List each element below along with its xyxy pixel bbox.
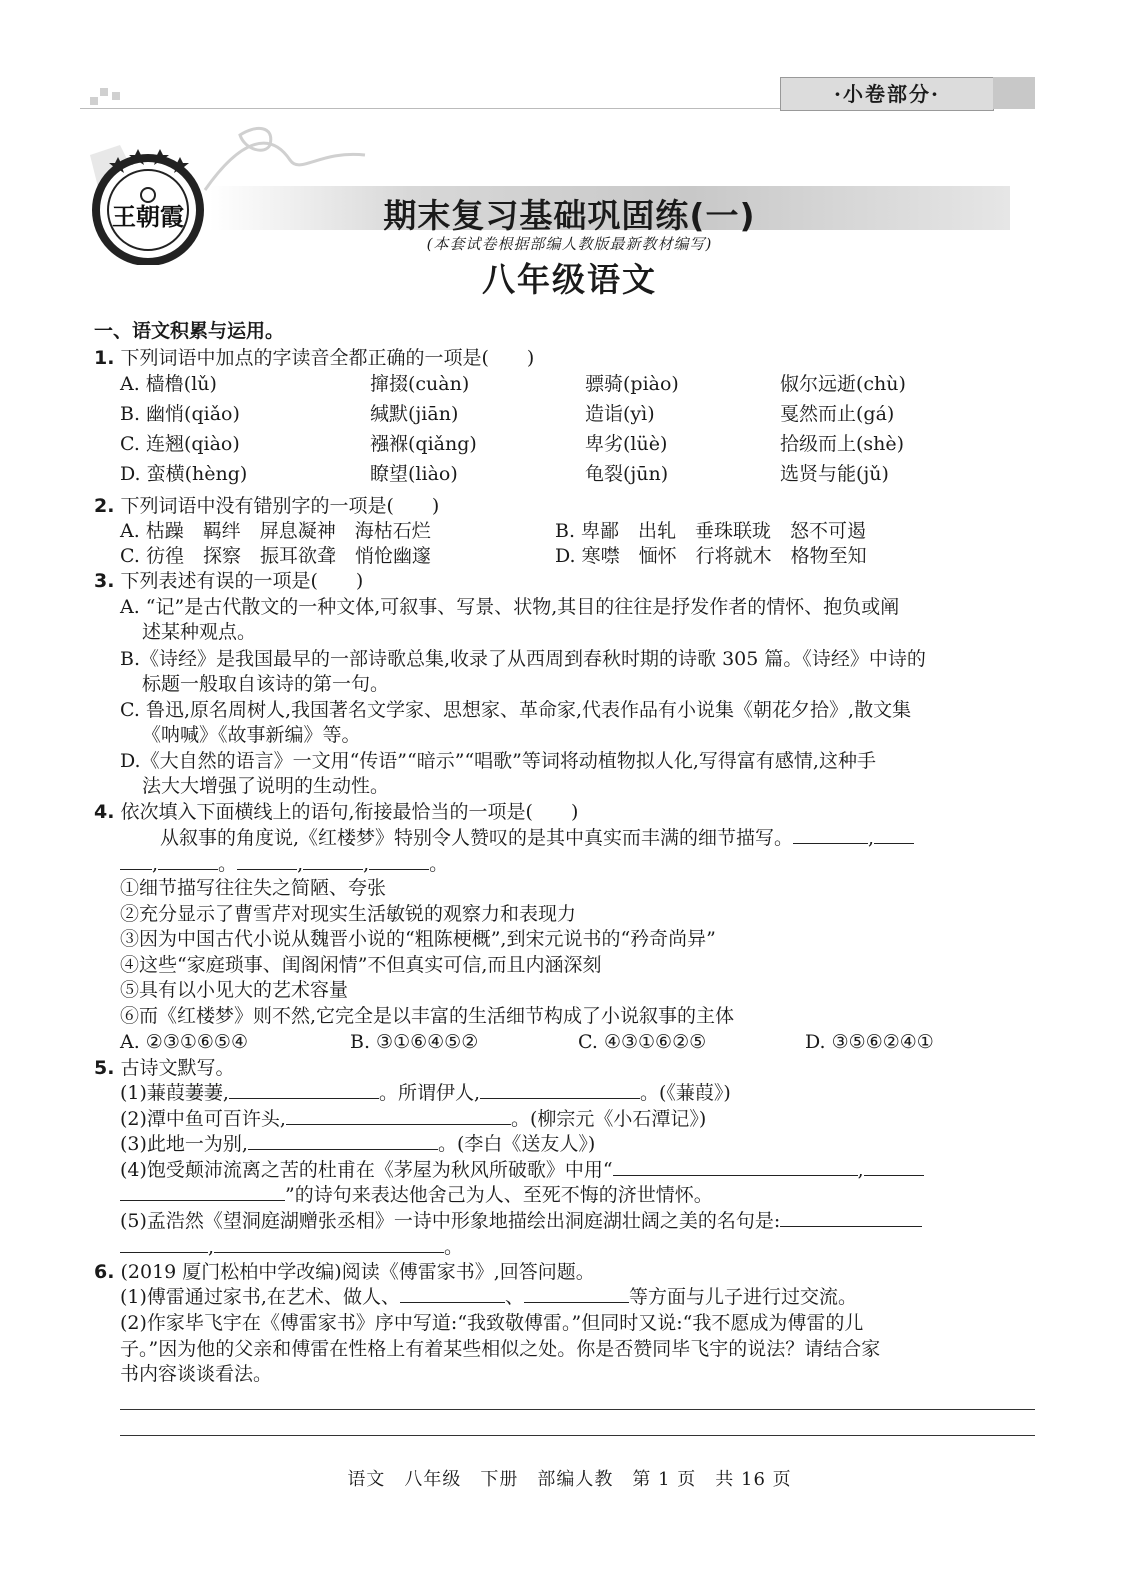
sentence-option: ③因为中国古代小说从魏晋小说的“粗陈梗概”,到宋元说书的“矜奇尚异” <box>120 928 716 950</box>
question-3 <box>94 568 363 594</box>
option-line: 述某种观点。 <box>142 621 257 643</box>
answer-option-d: D. ③⑤⑥②④① <box>805 1031 934 1053</box>
question-number: 5. <box>94 1057 115 1079</box>
question-5 <box>94 1055 235 1081</box>
page-title: 期末复习基础巩固练(一) <box>383 196 756 235</box>
answer-option-c: C. ④③①⑥②⑤ <box>578 1031 707 1053</box>
answer-blank[interactable] <box>214 1234 444 1253</box>
option-line: 法大大增强了说明的生动性。 <box>142 775 390 797</box>
option-c: C. 彷徨 探察 振耳欲聋 悄怆幽邃 <box>120 545 431 567</box>
question-stem: (2019 厦门松柏中学改编)阅读《傅雷家书》,回答问题。 <box>120 1261 595 1283</box>
answer-blank[interactable] <box>120 1182 285 1201</box>
answer-blank[interactable] <box>237 851 297 870</box>
option-cell: 撺掇(cuàn) <box>370 373 470 395</box>
sentence-option: ④这些“家庭琐事、闺阁闲情”不但真实可信,而且内涵深刻 <box>120 954 602 976</box>
recite-text: ”的诗句来表达他舍己为人、至死不悔的济世情怀。 <box>285 1184 713 1206</box>
question-stem: 下列词语中加点的字读音全都正确的一项是( ) <box>120 347 535 369</box>
answer-blank[interactable] <box>120 1234 208 1253</box>
answer-blank[interactable] <box>369 851 429 870</box>
question-stem: 下列词语中没有错别字的一项是( ) <box>120 495 440 517</box>
option-line: 标题一般取自该诗的第一句。 <box>142 673 390 695</box>
question-1 <box>94 345 534 371</box>
recite-text: (2)潭中鱼可百许头, <box>120 1108 286 1130</box>
answer-blank[interactable] <box>229 1080 379 1099</box>
option-cell: 造诣(yì) <box>585 403 655 425</box>
question-2 <box>94 493 439 519</box>
option-cell: 襁褓(qiǎng) <box>370 433 477 455</box>
question-number: 6. <box>94 1261 115 1283</box>
answer-blank[interactable] <box>400 1284 505 1303</box>
recite-item-5-cont: , 。 <box>120 1234 463 1260</box>
option-line: A. “记”是古代散文的一种文体,可叙事、写景、状物,其目的往往是抒发作者的情怀、抱负或阐 <box>120 596 900 618</box>
option-cell: 缄默(jiān) <box>370 403 459 425</box>
section-heading: 一、语文积累与运用。 <box>94 320 285 342</box>
recite-text: 。(李白《送友人》) <box>437 1133 596 1155</box>
sub-question-2: 子。”因为他的父亲和傅雷在性格上有着某些相似之处。你是否赞同毕飞宇的说法？请结合家 <box>120 1338 881 1360</box>
sentence-option: ①细节描写往往失之简陋、夸张 <box>120 877 387 899</box>
decor-square <box>112 92 120 100</box>
answer-blank[interactable] <box>780 1208 922 1227</box>
recite-item-1 <box>120 1080 731 1106</box>
decor-square <box>90 97 98 105</box>
option-line: C. 鲁迅,原名周树人,我国著名文学家、思想家、革命家,代表作品有小说集《朝花夕拾》,散文集 <box>120 699 912 721</box>
option-cell: C. 连翘(qiào) <box>120 433 240 455</box>
answer-blank[interactable] <box>120 851 152 870</box>
grade-title: 八年级语文 <box>482 260 657 299</box>
question-number: 1. <box>94 347 115 369</box>
answer-blank[interactable] <box>793 825 868 844</box>
option-cell: 卑劣(lüè) <box>585 433 668 455</box>
recite-text: (5)孟浩然《望洞庭湖赠张丞相》一诗中形象地描绘出洞庭湖壮阔之美的名句是: <box>120 1210 781 1232</box>
question-number: 3. <box>94 570 115 592</box>
answer-option-a: A. ②③①⑥⑤④ <box>120 1031 248 1053</box>
option-line: B.《诗经》是我国最早的一部诗歌总集,收录了从西周到春秋时期的诗歌 305 篇。《诗经》中诗的 <box>120 648 926 670</box>
option-cell: 骠骑(piào) <box>585 373 679 395</box>
option-d: D. 寒噤 愐怀 行将就木 格物至知 <box>555 545 867 567</box>
option-line: 《呐喊》《故事新编》等。 <box>142 724 361 746</box>
answer-line[interactable] <box>120 1435 1035 1436</box>
sub-question-2: 书内容谈谈看法。 <box>120 1363 273 1385</box>
option-cell: 选贤与能(jǔ) <box>780 463 889 485</box>
answer-line[interactable] <box>120 1409 1035 1410</box>
option-cell: 拾级而上(shè) <box>780 433 905 455</box>
option-cell: 俶尔远逝(chù) <box>780 373 906 395</box>
passage-text: 从叙事的角度说,《红楼梦》特别令人赞叹的是其中真实而丰满的细节描写。 <box>160 827 794 849</box>
answer-blank[interactable] <box>524 1284 629 1303</box>
recite-item-4: (4)饱受颠沛流离之苦的杜甫在《茅屋为秋风所破歌》中用“ , <box>120 1157 924 1183</box>
answer-blank[interactable] <box>303 851 363 870</box>
sentence-option: ⑤具有以小见大的艺术容量 <box>120 979 349 1001</box>
option-cell: A. 樯橹(lǔ) <box>120 373 217 395</box>
question-number: 2. <box>94 495 115 517</box>
logo-text: 王朝霞 <box>112 202 184 231</box>
page-subtitle: (本套试卷根据部编人教版最新教材编写) <box>426 235 713 253</box>
sentence-option: ②充分显示了曹雪芹对现实生活敏锐的观察力和表现力 <box>120 903 577 925</box>
page-footer: 语文 八年级 下册 部编人教 第 1 页 共 16 页 <box>347 1469 792 1490</box>
sub-question-text: 等方面与儿子进行过交流。 <box>628 1286 857 1308</box>
question-6 <box>94 1259 595 1285</box>
question-stem: 下列表述有误的一项是( ) <box>120 570 364 592</box>
option-a: A. 枯躁 羁绊 屏息凝神 海枯石烂 <box>120 520 431 542</box>
recite-item-3 <box>120 1131 595 1157</box>
option-cell: 瞭望(liào) <box>370 463 458 485</box>
recite-item-5 <box>120 1208 922 1234</box>
sub-question-2: (2)作家毕飞宇在《傅雷家书》序中写道:“我致敬傅雷。”但同时又说:“我不愿成为傅雷的儿 <box>120 1312 864 1334</box>
sub-question-1: (1)傅雷通过家书,在艺术、做人、 、 等方面与儿子进行过交流。 <box>120 1286 857 1308</box>
answer-blank[interactable] <box>480 1080 640 1099</box>
option-cell: 龟裂(jūn) <box>585 463 669 485</box>
sentence-option: ⑥而《红楼梦》则不然,它完全是以丰富的生活细节构成了小说叙事的主体 <box>120 1005 735 1027</box>
section-tag-block <box>993 77 1035 109</box>
answer-blank[interactable] <box>286 1106 511 1125</box>
recite-text: 。(柳宗元《小石潭记》) <box>510 1108 707 1130</box>
recite-text: 。所谓伊人, <box>378 1082 481 1104</box>
option-cell: 戛然而止(gá) <box>780 403 895 425</box>
recite-item-2 <box>120 1106 706 1132</box>
answer-option-b: B. ③①⑥④⑤② <box>350 1031 479 1053</box>
answer-blank[interactable] <box>864 1157 924 1176</box>
recite-text: 。(《蒹葭》) <box>640 1082 731 1104</box>
option-line: D.《大自然的语言》一文用“传语”“暗示”“唱歌”等词将动植物拟人化,写得富有感情,这种手 <box>120 750 876 772</box>
blanks-line: , 。 , , 。 <box>120 851 448 877</box>
question-stem: 古诗文默写。 <box>120 1057 235 1079</box>
sub-question-text: (1)傅雷通过家书,在艺术、做人、 <box>120 1286 400 1308</box>
question-4 <box>94 799 578 825</box>
recite-text: (3)此地一为别, <box>120 1133 248 1155</box>
passage-line: 从叙事的角度说,《红楼梦》特别令人赞叹的是其中真实而丰满的细节描写。 , <box>160 825 914 851</box>
recite-item-4-cont <box>120 1182 713 1208</box>
recite-text: (4)饱受颠沛流离之苦的杜甫在《茅屋为秋风所破歌》中用“ <box>120 1159 613 1181</box>
answer-blank[interactable] <box>158 851 218 870</box>
question-stem: 依次填入下面横线上的语句,衔接最恰当的一项是( ) <box>120 801 579 823</box>
decor-square <box>100 88 108 96</box>
option-cell: D. 蛮横(hèng) <box>120 463 248 485</box>
answer-blank[interactable] <box>874 825 914 844</box>
recite-text: (1)蒹葭萋萋, <box>120 1082 229 1104</box>
section-tag: ·小卷部分· <box>780 77 994 111</box>
answer-blank[interactable] <box>248 1131 438 1150</box>
question-number: 4. <box>94 801 115 823</box>
option-cell: B. 幽悄(qiǎo) <box>120 403 240 425</box>
answer-blank[interactable] <box>613 1157 858 1176</box>
option-b: B. 卑鄙 出轧 垂珠联珑 怒不可遏 <box>555 520 867 542</box>
